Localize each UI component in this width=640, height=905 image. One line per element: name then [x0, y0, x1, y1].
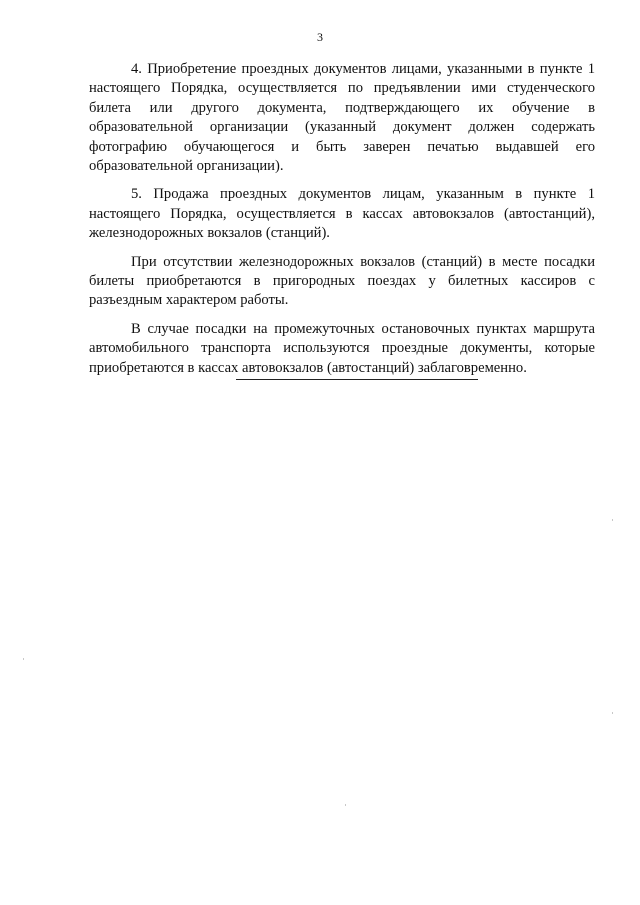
end-of-document-line — [236, 379, 478, 380]
scan-speck — [612, 712, 613, 714]
scan-speck — [23, 658, 24, 660]
page-number: 3 — [317, 30, 323, 44]
paragraph-5-ticket-sales: 5. Продажа проездных документов лицам, указанным в пункте 1 настоящего Порядка, осуществляется в кассах автовокзалов (автостанций), железнодорожных вокзалов (станций). — [89, 186, 595, 242]
scan-speck — [345, 804, 346, 806]
scan-speck — [612, 519, 613, 521]
document-body — [89, 60, 595, 387]
paragraph-no-railway-station: При отсутствии железнодорожных вокзалов (станций) в месте посадки билеты приобретаются в пригородных поездах у билетных кассиров с разъездным характером работы. — [89, 253, 595, 309]
paragraph-intermediate-stops: В случае посадки на промежуточных остановочных пунктах маршрута автомобильного транспорта используются проездные документы, которые приобретаются в кассах автовокзалов (автостанций) заблаговременно. — [89, 320, 595, 376]
paragraph-4-student-document: 4. Приобретение проездных документов лицами, указанными в пункте 1 настоящего Порядка, осуществляется по предъявлении ими студенческого билета или другого документа, подтверждающего их обучение в образовательной организации (указанный документ должен содержать фотографию обучающегося и быть заверен печатью выдавшей его образовательной организации). — [89, 61, 595, 175]
